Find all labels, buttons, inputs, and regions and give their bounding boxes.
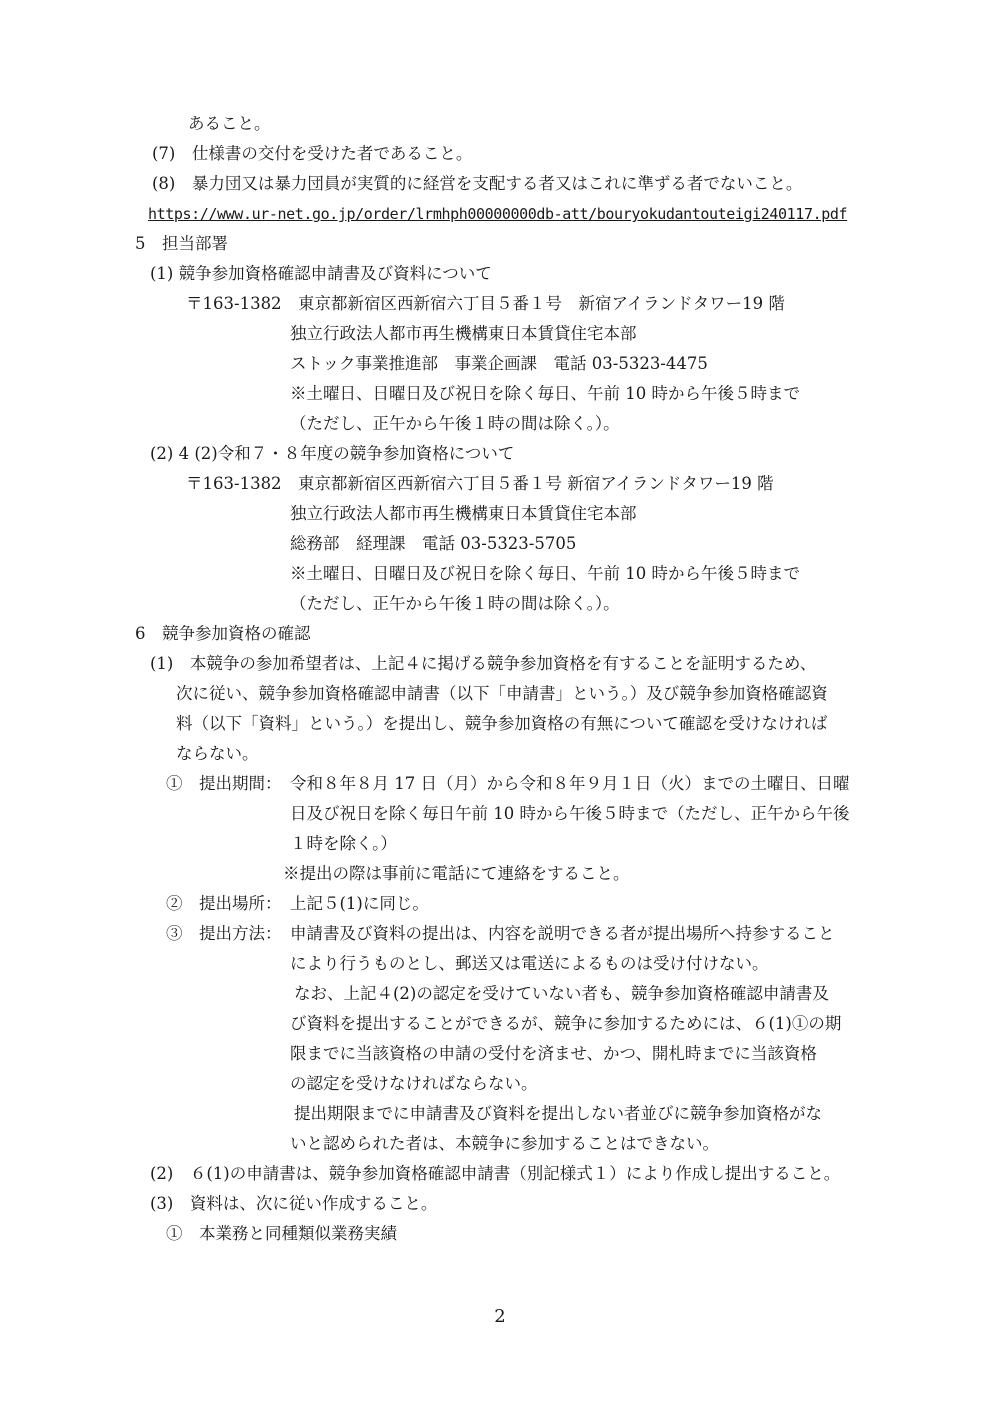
item-text: 上記５(1)に同じ。 xyxy=(290,894,429,913)
item-label: ① 本業務と同種類似業務実績 xyxy=(166,1224,397,1243)
item-label-method: ③ 提出方法： xyxy=(166,924,282,943)
item-text: いと認められた者は、本競争に参加することはできない。 xyxy=(290,1134,719,1153)
organization-line: 独立行政法人都市再生機構東日本賃貸住宅本部 xyxy=(290,324,637,343)
item-text: の認定を受けなければならない。 xyxy=(290,1074,538,1093)
paragraph-line: 料（以下「資料」という。）を提出し、競争参加資格の有無について確認を受けなければ xyxy=(176,714,828,733)
department-phone-line: ストック事業推進部 事業企画課 電話 03-5323-4475 xyxy=(290,354,708,373)
paragraph-line: 次に従い、競争参加資格確認申請書（以下「申請書」という。）及び競争参加資格確認資 xyxy=(176,684,828,703)
item-text: 申請書及び資料の提出は、内容を説明できる者が提出場所へ持参すること xyxy=(290,924,835,943)
subsection-heading: (2) 4 (2)令和７・８年度の競争参加資格について xyxy=(150,444,515,463)
department-phone-line: 総務部 経理課 電話 03-5323-5705 xyxy=(290,534,577,553)
item-text: １時を除く。） xyxy=(290,834,397,853)
section-heading-5: 5 担当部署 xyxy=(135,234,228,253)
address-line: 〒163-1382 東京都新宿区西新宿六丁目５番１号 新宿アイランドタワー19 階 xyxy=(186,474,774,493)
page-number: 2 xyxy=(494,1306,506,1327)
item-text: により行うものとし、郵送又は電送によるものは受け付けない。 xyxy=(290,954,769,973)
list-item-8: (8) 暴力団又は暴力団員が実質的に経営を支配する者又はこれに準ずる者でないこと。 xyxy=(152,174,803,193)
paragraph-line: (1) 本競争の参加希望者は、上記４に掲げる競争参加資格を有することを証明するため、 xyxy=(150,654,817,673)
item-label-place: ② 提出場所： xyxy=(166,894,282,913)
item-note: ※提出の際は事前に電話にて連絡をすること。 xyxy=(283,864,630,883)
organization-line: 独立行政法人都市再生機構東日本賃貸住宅本部 xyxy=(290,504,637,523)
item-text: び資料を提出することができるが、競争に参加するためには、６(1)①の期 xyxy=(290,1014,842,1033)
item-text: 提出期限までに申請書及び資料を提出しない者並びに競争参加資格がな xyxy=(294,1104,822,1123)
item-text: なお、上記４(2)の認定を受けていない者も、競争参加資格確認申請書及 xyxy=(294,984,829,1003)
list-item-7: (7) 仕様書の交付を受けた者であること。 xyxy=(152,144,473,163)
paragraph-line: (2) ６(1)の申請書は、競争参加資格確認申請書（別記様式１）により作成し提出すること。 xyxy=(150,1164,841,1183)
reference-link[interactable]: https://www.ur-net.go.jp/order/lrmhph00000000db-att/bouryokudantouteigi240117.pdf xyxy=(148,205,848,223)
item-text: 日及び祝日を除く毎日午前 10 時から午後５時まで（ただし、正午から午後 xyxy=(290,804,850,823)
item-text: 限までに当該資格の申請の受付を済ませ、かつ、開札時までに当該資格 xyxy=(290,1044,817,1063)
paragraph-line: ならない。 xyxy=(176,744,259,763)
paragraph-line: (3) 資料は、次に従い作成すること。 xyxy=(150,1194,438,1213)
hours-note: ※土曜日、日曜日及び祝日を除く毎日、午前 10 時から午後５時まで xyxy=(290,384,800,403)
hours-note: ※土曜日、日曜日及び祝日を除く毎日、午前 10 時から午後５時まで xyxy=(290,564,800,583)
section-heading-6: 6 競争参加資格の確認 xyxy=(135,624,311,643)
hours-note-cont: （ただし、正午から午後１時の間は除く。）。 xyxy=(290,594,620,613)
subsection-heading: (1) 競争参加資格確認申請書及び資料について xyxy=(150,264,492,283)
hours-note-cont: （ただし、正午から午後１時の間は除く。）。 xyxy=(290,414,620,433)
address-line: 〒163-1382 東京都新宿区西新宿六丁目５番１号 新宿アイランドタワー19 階 xyxy=(186,294,785,313)
item-text: 令和８年８月 17 日（月）から令和８年９月１日（火）までの土曜日、日曜 xyxy=(290,774,850,793)
item-label-period: ① 提出期間： xyxy=(166,774,282,793)
text-line: あること。 xyxy=(188,114,271,133)
